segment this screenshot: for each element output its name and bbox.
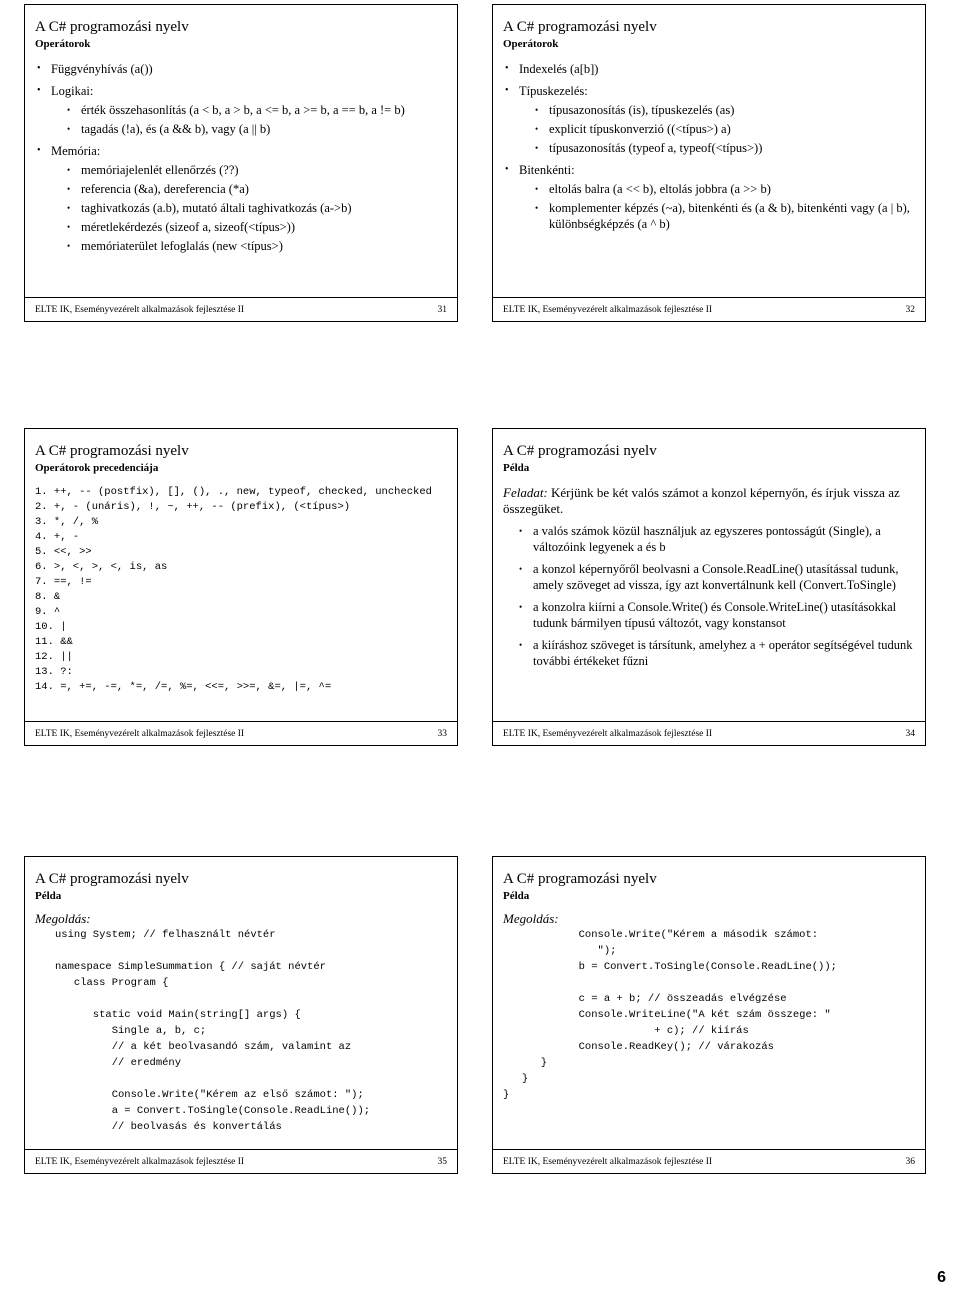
sub-list-item: • érték összehasonlítás (a < b, a > b, a <= b, a >= b, a == b, a != b) [51,102,447,118]
slide-34 [492,428,926,746]
code-block: Console.Write("Kérem a második számot: "); b = Convert.ToSingle(Console.ReadLine()); c = a + b; // összeadás elvégzése Console.WriteLine("A két szám összege: " + c); // kiírás Console.ReadKey(); // várakozás } } } [503,929,837,1101]
slide-33 [24,428,458,746]
slide-title: A C# programozási nyelv [503,871,657,887]
slide-subtitle: Példa [503,462,530,474]
precedence-row: 7. ==, != [35,576,92,588]
slide-footer [25,721,457,745]
task-paragraph [503,485,915,517]
list-item: • Indexelés (a[b]) [503,61,915,77]
footer-text: ELTE IK, Eseményvezérelt alkalmazások fejlesztése II [35,304,245,315]
precedence-row: 11. && [35,636,73,648]
slide-footer [25,1149,457,1173]
slide-title: A C# programozási nyelv [35,871,189,887]
precedence-row: 4. +, - [35,531,80,543]
page-number: 34 [905,728,915,739]
footer-text: ELTE IK, Eseményvezérelt alkalmazások fejlesztése II [35,728,245,739]
slide-body [35,61,447,254]
sub-list-item: • a kiíráshoz szöveget is társítunk, amelyhez a + operátor segítségével tudunk további értékeket fűzni [503,637,915,669]
sub-list-item: • referencia (&a), dereferencia (*a) [51,181,447,197]
slide-footer [493,1149,925,1173]
footer-text: ELTE IK, Eseményvezérelt alkalmazások fejlesztése II [503,1156,713,1167]
sub-list-item: • eltolás balra (a << b), eltolás jobbra (a >> b) [519,181,915,197]
slide-title: A C# programozási nyelv [35,443,189,459]
slide-36 [492,856,926,1174]
precedence-list [35,485,447,695]
list-item-label: Memória: [51,144,101,158]
precedence-row: 2. +, - (unáris), !, ~, ++, -- (prefix), (<típus>) [35,501,351,513]
precedence-row: 14. =, +=, -=, *=, /=, %=, <<=, >>=, &=, |=, ^= [35,681,332,693]
sub-list-item: • memóriaterület lefoglalás (new <típus>) [51,238,447,254]
sub-list-item: • méretlekérdezés (sizeof a, sizeof(<típus>)) [51,219,447,235]
slide-32 [492,4,926,322]
footer-text: ELTE IK, Eseményvezérelt alkalmazások fejlesztése II [503,728,713,739]
slide-35 [24,856,458,1174]
precedence-row: 3. *, /, % [35,516,99,528]
list-item-label: Bitenkénti: [519,163,575,177]
list-item [35,143,447,254]
precedence-row: 9. ^ [35,606,61,618]
slide-31 [24,4,458,322]
list-item [503,162,915,232]
code-block: using System; // felhasznált névtér namespace SimpleSummation { // saját névtér class Program { static void Main(string[] args) { Single a, b, c; // a két beolvasandó szám, valamint az // eredmény Console.Write("Kérem az első számot: "); a = Convert.ToSingle(Console.ReadLine()); // beolvasás és konvertálás [55,929,371,1133]
slide-subtitle: Operátorok [503,38,559,50]
precedence-row: 5. <<, >> [35,546,92,558]
solution-label: Megoldás: [35,911,91,926]
slide-footer [493,297,925,321]
slide-body [503,61,915,232]
page-number: 33 [437,728,447,739]
sub-list-item: • explicit típuskonverzió ((<típus>) a) [519,121,915,137]
precedence-row: 8. & [35,591,61,603]
sub-list-item: • típusazonosítás (typeof a, typeof(<típus>)) [519,140,915,156]
precedence-row: 13. ?: [35,666,73,678]
slide-subtitle: Példa [35,890,62,902]
slide-body [503,485,915,669]
list-item-label: Típuskezelés: [519,84,588,98]
sub-list-item: • a valós számok közül használjuk az egyszeres pontosságút (Single), a változóink legyenek a és b [503,523,915,555]
page-number: 36 [905,1156,915,1167]
precedence-row: 12. || [35,651,73,663]
slide-footer [493,721,925,745]
list-item-label: Logikai: [51,84,94,98]
precedence-row: 1. ++, -- (postfix), [], (), ., new, typeof, checked, unchecked [35,486,432,498]
slide-title: A C# programozási nyelv [503,443,657,459]
sub-list-item: • a konzolra kiírni a Console.Write() és Console.WriteLine() utasításokkal tudunk bármilyen típusú változót, vagy konstansot [503,599,915,631]
sheet-page-number: 6 [937,1269,946,1286]
page-number: 32 [905,304,915,315]
footer-text: ELTE IK, Eseményvezérelt alkalmazások fejlesztése II [503,304,713,315]
task-label: Feladat: [503,485,548,500]
sub-list-item: • memóriajelenlét ellenőrzés (??) [51,162,447,178]
sub-list-item: • taghivatkozás (a.b), mutató általi taghivatkozás (a->b) [51,200,447,216]
list-item: • Függvényhívás (a()) [35,61,447,77]
slide-footer [25,297,457,321]
page-number: 35 [437,1156,447,1167]
list-item [503,83,915,156]
sub-list-item: • típusazonosítás (is), típuskezelés (as) [519,102,915,118]
list-item [35,83,447,137]
slide-title: A C# programozási nyelv [503,19,657,35]
task-text: Kérjünk be két valós számot a konzol képernyőn, és írjuk vissza az összegüket. [503,485,900,516]
slide-subtitle: Operátorok [35,38,91,50]
precedence-row: 10. | [35,621,67,633]
solution-label: Megoldás: [503,911,559,926]
slide-subtitle: Operátorok precedenciája [35,462,159,474]
page-number: 31 [437,304,447,315]
sub-list-item: • a konzol képernyőről beolvasni a Console.ReadLine() utasítással tudunk, amely szöveget ad vissza, így azt konvertálnunk kell (Convert.ToSingle) [503,561,915,593]
sub-list-item: • tagadás (!a), és (a && b), vagy (a || b) [51,121,447,137]
footer-text: ELTE IK, Eseményvezérelt alkalmazások fejlesztése II [35,1156,245,1167]
slide-subtitle: Példa [503,890,530,902]
sub-list-item: • komplementer képzés (~a), bitenkénti és (a & b), bitenkénti vagy (a | b), különbségképzés (a ^ b) [519,200,915,232]
precedence-row: 6. >, <, >, <, is, as [35,561,168,573]
slide-title: A C# programozási nyelv [35,19,189,35]
